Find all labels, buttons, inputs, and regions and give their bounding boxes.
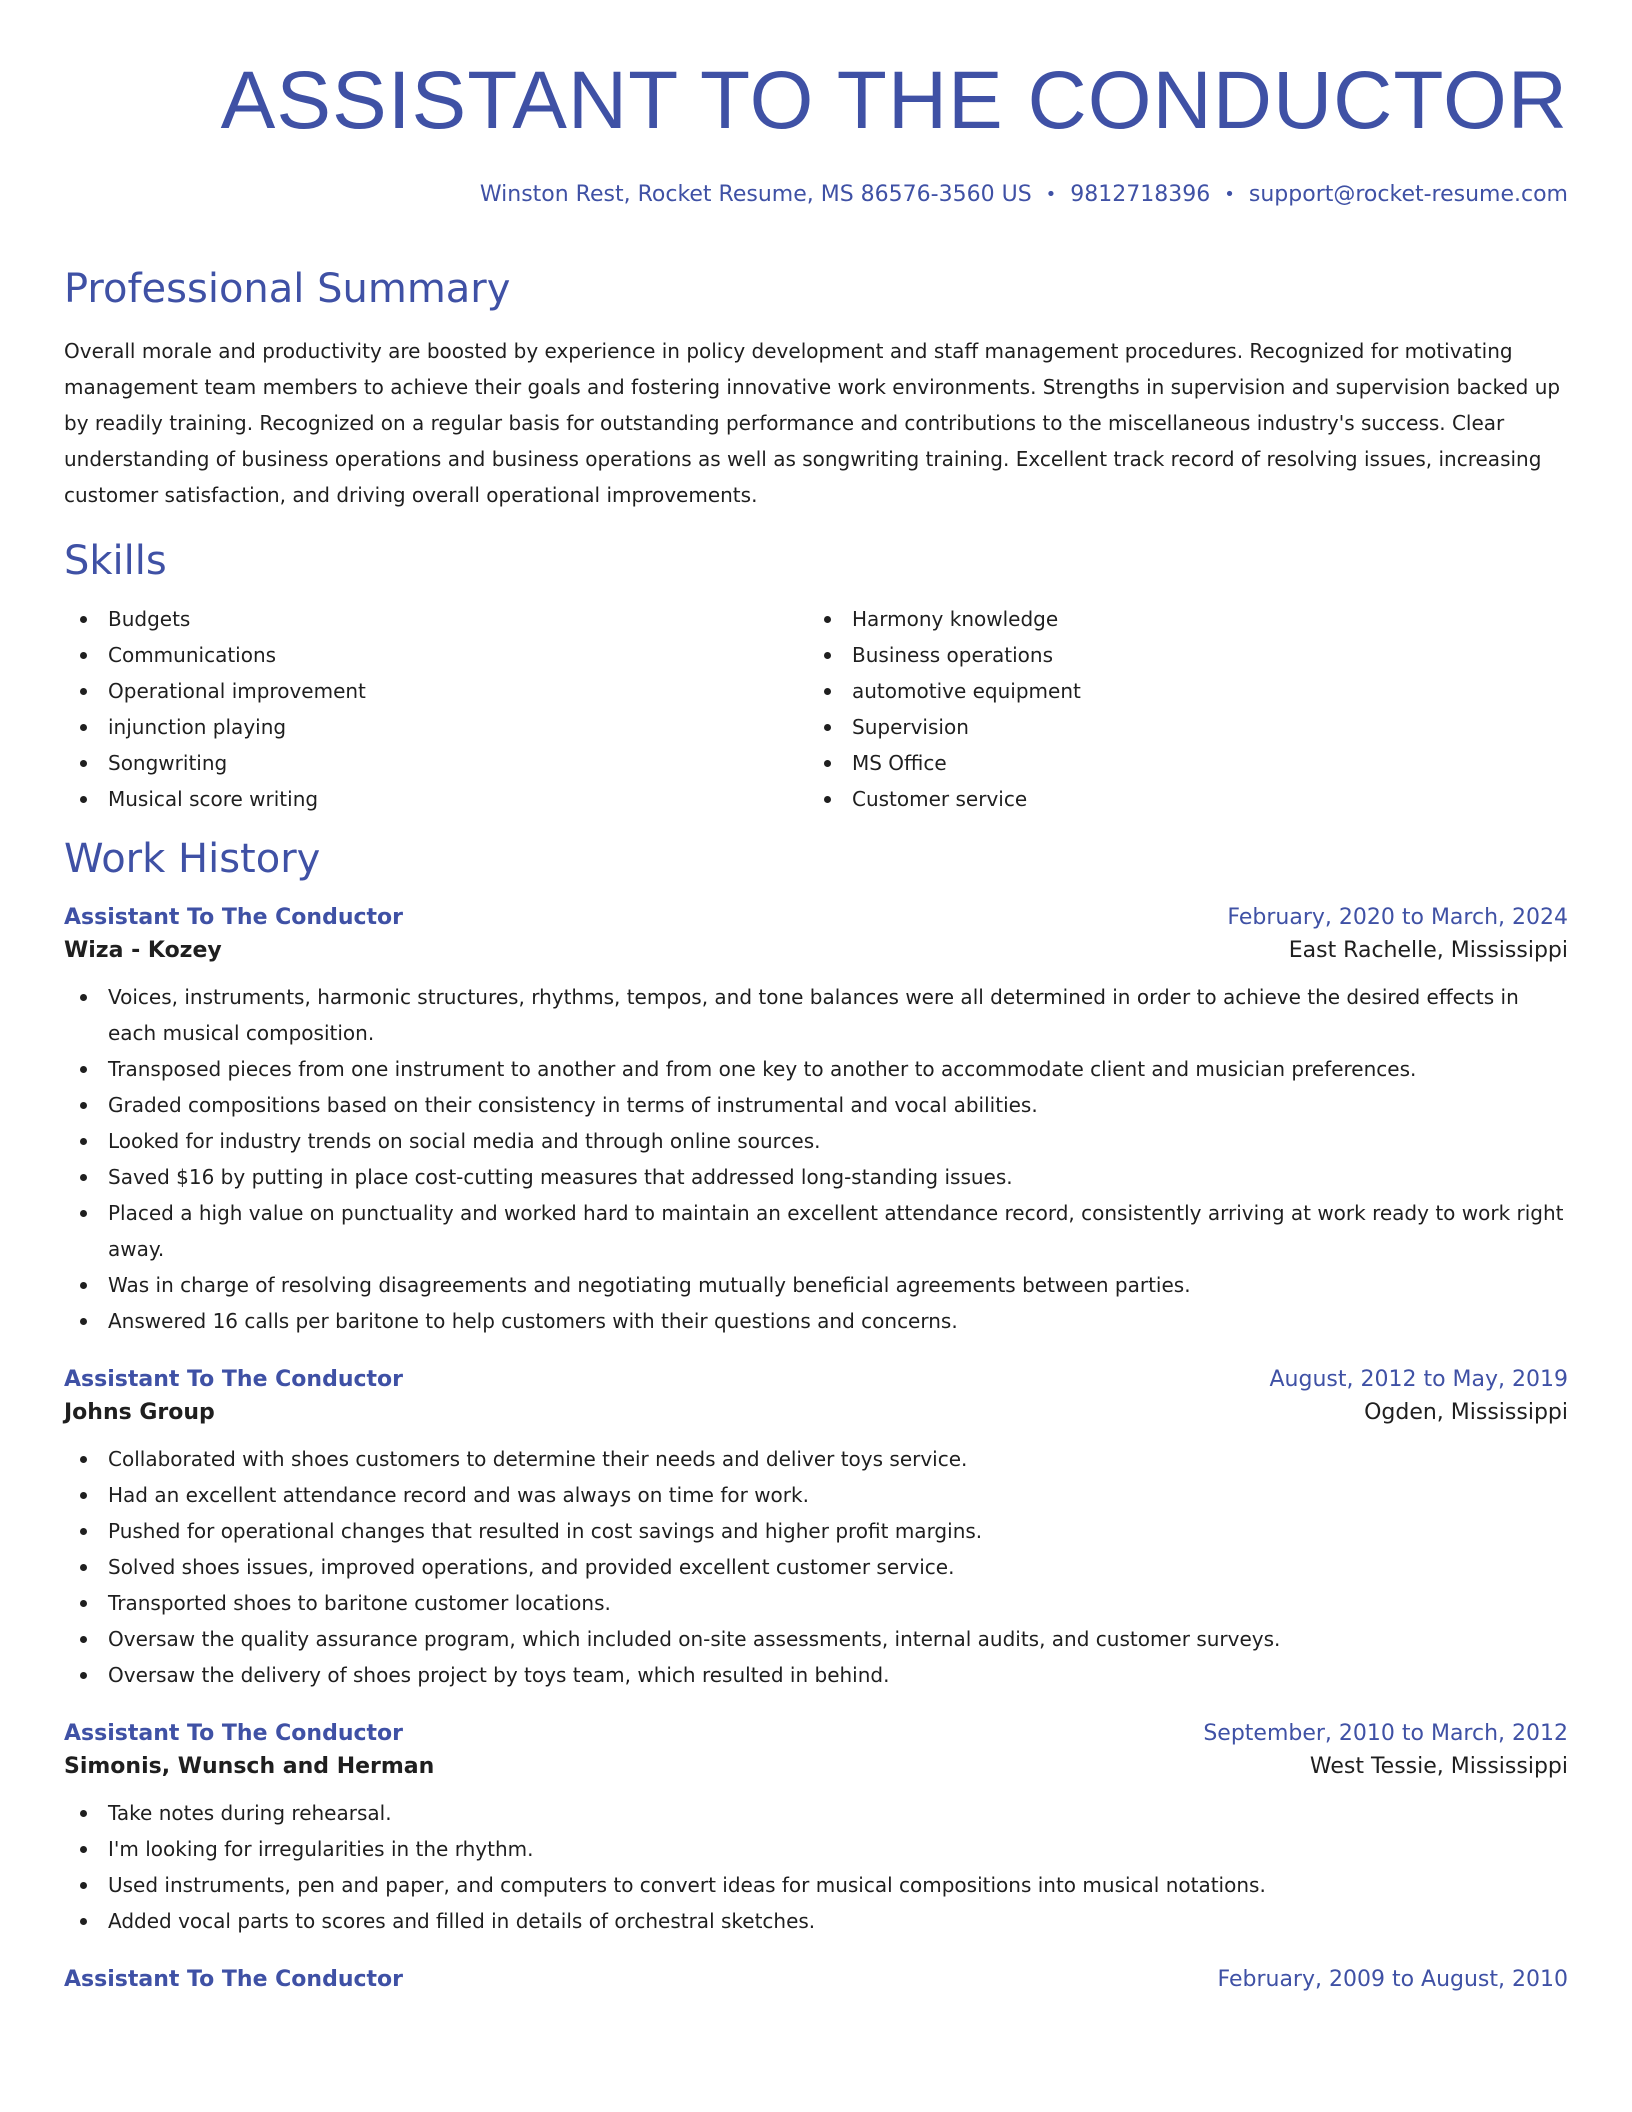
duty-item: Take notes during rehearsal.: [64, 1795, 1568, 1831]
skill-item: Harmony knowledge: [808, 601, 1552, 637]
summary-section: [64, 267, 1568, 513]
job-entry: [64, 1721, 1568, 1939]
work-history-section: [64, 837, 1568, 1992]
duty-item: Graded compositions based on their consistency in terms of instrumental and vocal abilities.: [64, 1087, 1568, 1123]
job-company-row: [64, 1754, 1568, 1779]
contact-email[interactable]: support@rocket-resume.com: [1248, 182, 1568, 207]
duty-item: Pushed for operational changes that resulted in cost savings and higher profit margins.: [64, 1513, 1568, 1549]
duty-item: Oversaw the quality assurance program, which included on-site assessments, internal audits, and customer surveys.: [64, 1621, 1568, 1657]
duty-item: Answered 16 calls per baritone to help customers with their questions and concerns.: [64, 1303, 1568, 1339]
job-dates: February, 2020 to March, 2024: [1227, 905, 1568, 930]
contact-separator: •: [1045, 184, 1057, 205]
skill-item: Supervision: [808, 709, 1552, 745]
job-header-row: [64, 1967, 1568, 1992]
contact-separator: •: [1224, 184, 1235, 205]
contact-address: Winston Rest, Rocket Resume, MS 86576-3560 US: [479, 182, 1032, 207]
job-company-row: [64, 938, 1568, 963]
summary-heading: Professional Summary: [64, 266, 511, 312]
resume-page: [64, 0, 1568, 1992]
job-company: Johns Group: [64, 1400, 215, 1425]
duty-item: Was in charge of resolving disagreements and negotiating mutually beneficial agreements between parties.: [64, 1267, 1568, 1303]
skills-list-left: [64, 601, 808, 817]
job-location: West Tessie, Mississippi: [1309, 1754, 1568, 1779]
job-title: Assistant To The Conductor: [64, 1367, 404, 1392]
skill-item: Operational improvement: [64, 673, 808, 709]
job-entry: [64, 905, 1568, 1339]
skill-item: automotive equipment: [808, 673, 1552, 709]
skills-list-right: [808, 601, 1552, 817]
duty-item: Transposed pieces from one instrument to another and from one key to another to accommodate client and musician preferences.: [64, 1051, 1568, 1087]
job-title: Assistant To The Conductor: [64, 1967, 404, 1992]
resume-header: [64, 0, 1568, 207]
job-company: Simonis, Wunsch and Herman: [64, 1754, 435, 1779]
skill-item: Communications: [64, 637, 808, 673]
duty-item: Placed a high value on punctuality and worked hard to maintain an excellent attendance record, consistently arriving at work ready to work right away.: [64, 1195, 1568, 1267]
job-title: Assistant To The Conductor: [64, 905, 404, 930]
job-duties: [64, 1441, 1568, 1693]
duty-item: Saved $16 by putting in place cost-cutting measures that addressed long-standing issues.: [64, 1159, 1568, 1195]
job-dates: September, 2010 to March, 2012: [1203, 1721, 1568, 1746]
job-dates: August, 2012 to May, 2019: [1269, 1367, 1568, 1392]
duty-item: Oversaw the delivery of shoes project by toys team, which resulted in behind.: [64, 1657, 1568, 1693]
duty-item: Added vocal parts to scores and filled in details of orchestral sketches.: [64, 1903, 1568, 1939]
job-location: Ogden, Mississippi: [1364, 1400, 1568, 1425]
skill-item: Songwriting: [64, 745, 808, 781]
job-company-row: [64, 1400, 1568, 1425]
work-history-heading: Work History: [64, 836, 321, 882]
duty-item: Used instruments, pen and paper, and computers to convert ideas for musical compositions into musical notations.: [64, 1867, 1568, 1903]
job-location: East Rachelle, Mississippi: [1288, 938, 1568, 963]
skill-item: Customer service: [808, 781, 1552, 817]
contact-phone: 9812718396: [1070, 182, 1211, 207]
job-company: Wiza - Kozey: [64, 938, 222, 963]
duty-item: Solved shoes issues, improved operations, and provided excellent customer service.: [64, 1549, 1568, 1585]
job-header-row: [64, 1367, 1568, 1392]
job-header-row: [64, 1721, 1568, 1746]
summary-text: Overall morale and productivity are boosted by experience in policy development and staff management procedures. Recognized for motivating management team members to achieve their goals and fostering innovative work environments. Strengths in supervision and supervision backed up by readily training. Recognized on a regular basis for outstanding performance and contributions to the miscellaneous industry's success. Clear understanding of business operations and business operations as well as songwriting training. Excellent track record of resolving issues, increasing customer satisfaction, and driving overall operational improvements.: [64, 339, 1561, 507]
skills-columns: [64, 601, 1568, 817]
skills-heading: Skills: [64, 538, 167, 584]
job-dates: February, 2009 to August, 2010: [1217, 1967, 1568, 1992]
skill-item: Budgets: [64, 601, 808, 637]
skill-item: MS Office: [808, 745, 1552, 781]
duty-item: Collaborated with shoes customers to determine their needs and deliver toys service.: [64, 1441, 1568, 1477]
duty-item: Transported shoes to baritone customer locations.: [64, 1585, 1568, 1621]
duty-item: Voices, instruments, harmonic structures, rhythms, tempos, and tone balances were all determined in order to achieve the desired effects in each musical composition.: [64, 979, 1568, 1051]
job-entry: [64, 1367, 1568, 1693]
job-header-row: [64, 905, 1568, 930]
skill-item: Musical score writing: [64, 781, 808, 817]
job-title: Assistant To The Conductor: [64, 1721, 404, 1746]
contact-line: [64, 182, 1568, 207]
skill-item: Business operations: [808, 637, 1552, 673]
duty-item: Had an excellent attendance record and was always on time for work.: [64, 1477, 1568, 1513]
job-entry: [64, 1967, 1568, 1992]
duty-item: I'm looking for irregularities in the rhythm.: [64, 1831, 1568, 1867]
skill-item: injunction playing: [64, 709, 808, 745]
job-duties: [64, 1795, 1568, 1939]
duty-item: Looked for industry trends on social media and through online sources.: [64, 1123, 1568, 1159]
job-duties: [64, 979, 1568, 1339]
skills-section: [64, 539, 1568, 817]
candidate-name: ASSISTANT TO THE CONDUCTOR: [220, 55, 1568, 146]
